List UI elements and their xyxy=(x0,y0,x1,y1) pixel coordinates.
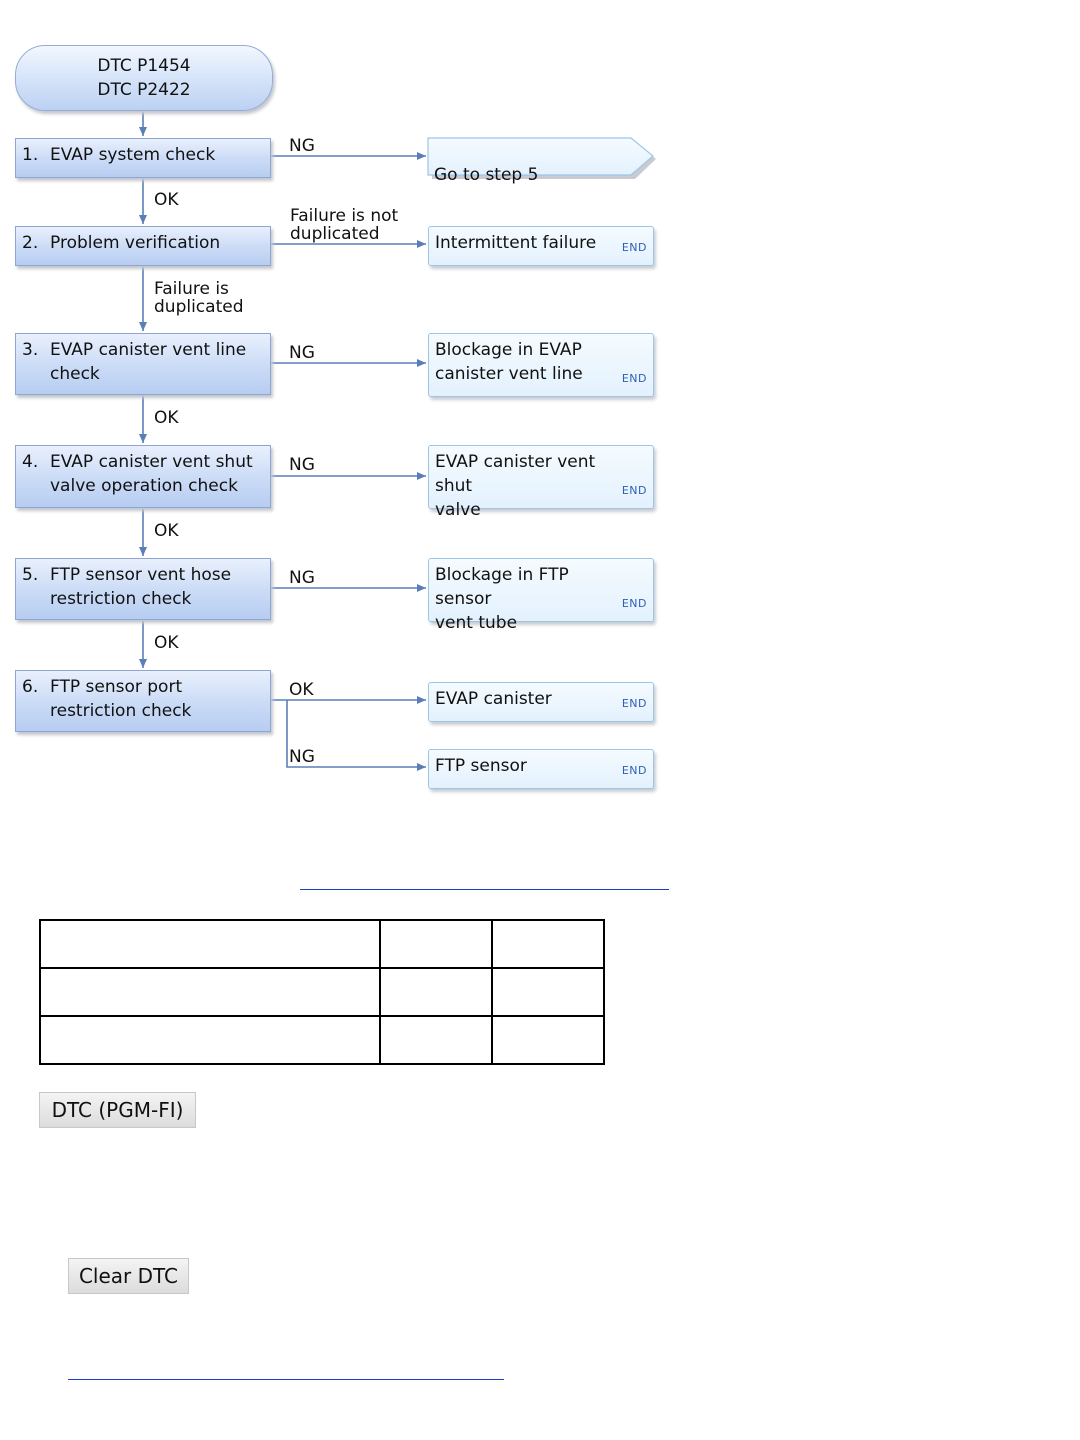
label-ng-6: NG xyxy=(289,747,315,767)
result-text: Blockage in EVAP canister vent line xyxy=(435,340,583,384)
step-text: Problem verification xyxy=(50,233,221,253)
label-ok-1: OK xyxy=(154,190,179,210)
table-cell xyxy=(40,920,380,968)
table-cell xyxy=(380,1016,492,1064)
step-2-box xyxy=(15,226,271,266)
step-text: FTP sensor port restriction check xyxy=(50,677,192,721)
table-cell xyxy=(492,920,604,968)
step-5-box xyxy=(15,558,271,620)
end-marker: END xyxy=(621,697,647,710)
result-text: FTP sensor xyxy=(435,756,527,776)
end-marker: END xyxy=(621,484,647,497)
result-ftp-sensor xyxy=(428,749,654,789)
label-ok-5: OK xyxy=(154,633,179,653)
step-4-box xyxy=(15,445,271,508)
end-marker: END xyxy=(621,372,647,385)
end-marker: END xyxy=(621,241,647,254)
label-ng-4: NG xyxy=(289,455,315,475)
step-text: EVAP canister vent shut valve operation check xyxy=(50,452,253,496)
step-text: EVAP canister vent line check xyxy=(50,340,247,384)
step-number: 6. xyxy=(22,677,39,697)
start-node xyxy=(15,45,273,111)
result-text: EVAP canister vent shut valve xyxy=(435,452,596,520)
step-1-box xyxy=(15,138,271,178)
label-ng-1: NG xyxy=(289,136,315,156)
table-cell xyxy=(380,920,492,968)
result-evap-canister xyxy=(428,682,654,722)
step-number: 2. xyxy=(22,233,39,253)
table-cell xyxy=(492,968,604,1016)
link-underline[interactable] xyxy=(300,889,669,890)
table-cell xyxy=(40,968,380,1016)
table-cell xyxy=(492,1016,604,1064)
end-marker: END xyxy=(621,597,647,610)
label-duplicated: Failure is duplicated xyxy=(154,279,244,317)
label-ok-3: OK xyxy=(154,408,179,428)
result-blockage-evap-vent-line xyxy=(428,333,654,397)
result-vent-shut-valve xyxy=(428,445,654,520)
end-marker: END xyxy=(621,764,647,777)
result-text: Intermittent failure xyxy=(435,233,597,253)
table-row xyxy=(40,1016,604,1064)
result-text: EVAP canister xyxy=(435,689,552,709)
table-cell xyxy=(40,1016,380,1064)
label-ng-5: NG xyxy=(289,568,315,588)
table-row xyxy=(40,968,604,1016)
label-ng-3: NG xyxy=(289,343,315,363)
step-number: 4. xyxy=(22,452,39,472)
result-text: Go to step 5 xyxy=(434,165,539,185)
result-intermittent-failure xyxy=(428,226,654,266)
table-row xyxy=(40,920,604,968)
table-cell xyxy=(380,968,492,1016)
link-underline[interactable] xyxy=(68,1379,504,1380)
result-go-to-step-5 xyxy=(434,148,538,184)
result-text: Blockage in FTP sensor vent tube xyxy=(435,565,569,633)
clear-dtc-button[interactable]: Clear DTC xyxy=(68,1258,189,1294)
result-blockage-ftp-vent-tube xyxy=(428,558,654,633)
label-not-duplicated: Failure is not duplicated xyxy=(290,206,399,244)
step-number: 1. xyxy=(22,145,39,165)
empty-table xyxy=(39,919,605,1065)
step-text: FTP sensor vent hose restriction check xyxy=(50,565,232,609)
step-3-box xyxy=(15,333,271,395)
label-ok-6: OK xyxy=(289,680,314,700)
step-text: EVAP system check xyxy=(50,145,216,165)
start-dtc-2: DTC P2422 xyxy=(97,80,191,100)
start-dtc-1: DTC P1454 xyxy=(97,56,191,76)
label-ok-4: OK xyxy=(154,521,179,541)
step-6-box xyxy=(15,670,271,732)
dtc-pgm-fi-button[interactable]: DTC (PGM-FI) xyxy=(39,1092,196,1128)
step-number: 5. xyxy=(22,565,39,585)
step-number: 3. xyxy=(22,340,39,360)
